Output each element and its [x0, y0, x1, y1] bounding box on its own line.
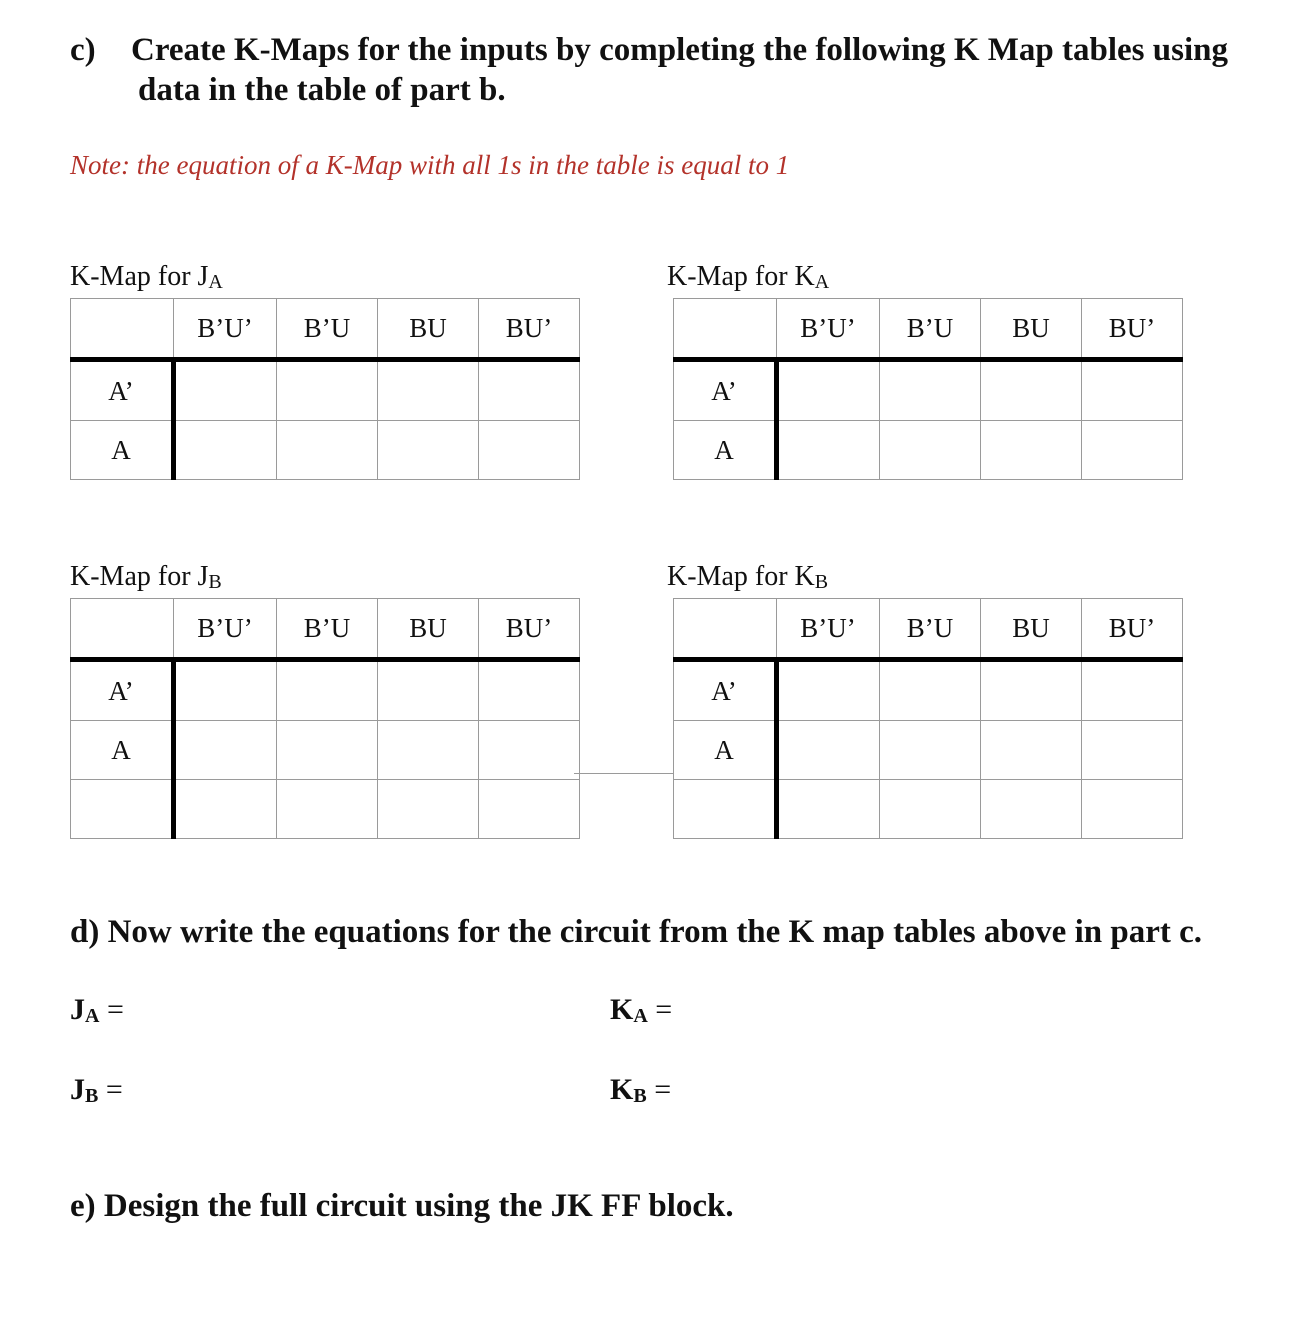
kmap-cell[interactable]	[981, 721, 1082, 780]
kmap-cell[interactable]	[880, 360, 981, 421]
ka-equation: $K_A$ =	[610, 993, 673, 1027]
table-connector-line	[574, 773, 674, 774]
column-header: BU	[981, 299, 1082, 360]
row-header: A	[674, 421, 777, 480]
kmap-cell[interactable]	[777, 780, 880, 839]
kmap-cell[interactable]	[777, 360, 880, 421]
row-header: A’	[674, 360, 777, 421]
row-header: A	[71, 421, 174, 480]
column-header: B’U	[880, 599, 981, 660]
kmap-cell[interactable]	[1082, 721, 1183, 780]
kmap-cell[interactable]	[981, 660, 1082, 721]
kmap-jb-table	[70, 598, 580, 839]
kmap-jb-title: K-Map for $J_B$	[70, 561, 222, 593]
kmap-cell[interactable]	[479, 360, 580, 421]
column-header: BU’	[1082, 599, 1183, 660]
kmap-cell[interactable]	[479, 780, 580, 839]
kmap-cell[interactable]	[981, 780, 1082, 839]
kmap-cell[interactable]	[277, 660, 378, 721]
column-header: BU’	[479, 299, 580, 360]
kmap-ja-table	[70, 298, 580, 480]
row-header: A’	[71, 360, 174, 421]
column-header: BU’	[479, 599, 580, 660]
part-c-label: c)	[70, 32, 96, 68]
column-header: B’U’	[777, 599, 880, 660]
kmap-cell[interactable]	[174, 421, 277, 480]
kmap-cell[interactable]	[277, 421, 378, 480]
kmap-ka-table	[673, 298, 1183, 480]
kmap-cell[interactable]	[277, 721, 378, 780]
kmap-cell[interactable]	[1082, 421, 1183, 480]
column-header: BU	[378, 299, 479, 360]
kmap-cell[interactable]	[378, 421, 479, 480]
column-header: BU	[981, 599, 1082, 660]
kmap-corner-cell	[674, 299, 777, 360]
kmap-ka-title: K-Map for $K_A$	[667, 261, 830, 293]
kmap-cell[interactable]	[880, 780, 981, 839]
column-header: B’U’	[174, 599, 277, 660]
row-header: A	[71, 721, 174, 780]
kmap-cell[interactable]	[1082, 360, 1183, 421]
kmap-cell[interactable]	[479, 421, 580, 480]
kmap-cell[interactable]	[880, 660, 981, 721]
kmap-cell[interactable]	[981, 421, 1082, 480]
column-header: B’U’	[777, 299, 880, 360]
column-header: BU’	[1082, 299, 1183, 360]
kmap-kb-title: K-Map for $K_B$	[667, 561, 829, 593]
part-d-heading: d) Now write the equations for the circuit from the K map tables above in part c.	[70, 914, 1202, 950]
kmap-cell[interactable]	[277, 360, 378, 421]
part-e-heading: e) Design the full circuit using the JK FF block.	[70, 1188, 734, 1224]
row-header: A’	[71, 660, 174, 721]
column-header: B’U	[277, 599, 378, 660]
column-header: B’U	[277, 299, 378, 360]
row-header-empty	[71, 780, 174, 839]
kmap-cell[interactable]	[880, 421, 981, 480]
kmap-cell[interactable]	[174, 360, 277, 421]
kmap-cell[interactable]	[378, 360, 479, 421]
kmap-corner-cell	[71, 299, 174, 360]
kmap-cell[interactable]	[277, 780, 378, 839]
column-header: BU	[378, 599, 479, 660]
kmap-cell[interactable]	[479, 660, 580, 721]
ja-equation: $J_A$ =	[70, 993, 124, 1027]
jb-equation: $J_B$ =	[70, 1073, 123, 1107]
kmap-cell[interactable]	[1082, 780, 1183, 839]
kmap-cell[interactable]	[174, 780, 277, 839]
kmap-cell[interactable]	[479, 721, 580, 780]
part-c-question-line2: data in the table of part b.	[138, 72, 506, 108]
row-header-empty	[674, 780, 777, 839]
kmap-cell[interactable]	[777, 660, 880, 721]
kmap-cell[interactable]	[378, 721, 479, 780]
kmap-cell[interactable]	[174, 721, 277, 780]
kmap-corner-cell	[674, 599, 777, 660]
kmap-corner-cell	[71, 599, 174, 660]
note-text: Note: the equation of a K-Map with all 1s in the table is equal to 1	[70, 150, 790, 180]
kmap-cell[interactable]	[378, 660, 479, 721]
column-header: B’U’	[174, 299, 277, 360]
part-c-question-line1: Create K-Maps for the inputs by completing the following K Map tables using	[131, 32, 1228, 68]
kmap-cell[interactable]	[777, 421, 880, 480]
kmap-ja-title: K-Map for $J_A$	[70, 261, 223, 293]
kmap-cell[interactable]	[777, 721, 880, 780]
kmap-cell[interactable]	[1082, 660, 1183, 721]
row-header: A’	[674, 660, 777, 721]
kmap-cell[interactable]	[981, 360, 1082, 421]
kmap-cell[interactable]	[880, 721, 981, 780]
row-header: A	[674, 721, 777, 780]
kb-equation: $K_B$ =	[610, 1073, 672, 1107]
kmap-cell[interactable]	[174, 660, 277, 721]
kmap-kb-table	[673, 598, 1183, 839]
kmap-cell[interactable]	[378, 780, 479, 839]
column-header: B’U	[880, 299, 981, 360]
